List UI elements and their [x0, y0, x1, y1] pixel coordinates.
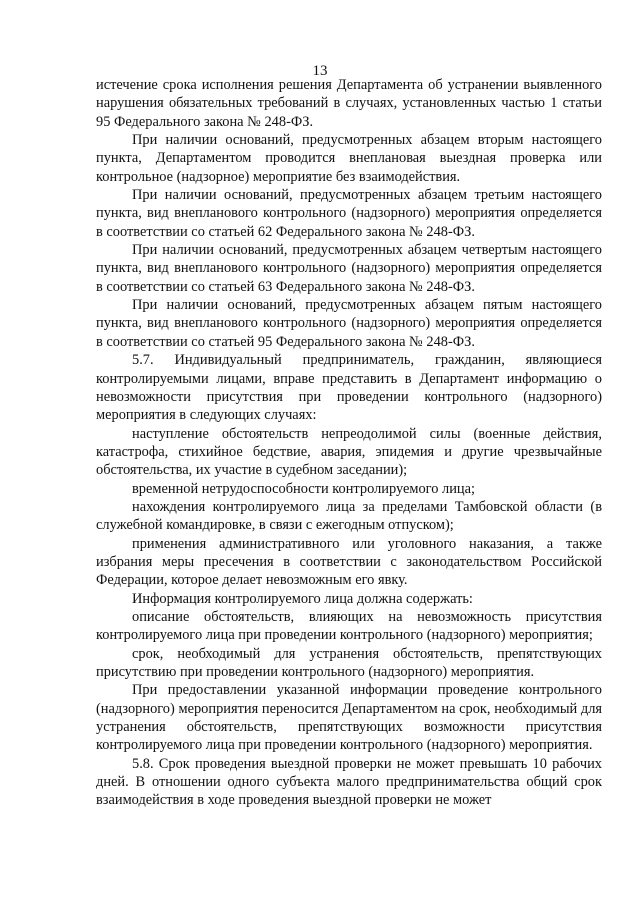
paragraph: описание обстоятельств, влияющих на невозможность присутствия контролируемого лица при проведении контрольного (надзорного) мероприятия;	[96, 608, 602, 644]
paragraph: 5.7. Индивидуальный предприниматель, гражданин, являющиеся контролируемыми лицами, вправе представить в Департамент информацию о невозможности присутствия при проведении контрольного (надзорного) мероприятия в следующих случаях:	[96, 352, 602, 424]
paragraph: При наличии оснований, предусмотренных абзацем пятым настоящего пункта, вид внепланового контрольного (надзорного) мероприятия определяется в соответствии со статьей 95 Федерального закона № 248-ФЗ.	[96, 297, 602, 350]
paragraph: истечение срока исполнения решения Департамента об устранении выявленного нарушения обязательных требований в случаях, установленных частью 1 статьи 95 Федерального закона № 248-ФЗ.	[96, 77, 602, 130]
page-number: 13	[312, 63, 328, 79]
paragraph: 5.8. Срок проведения выездной проверки не может превышать 10 рабочих дней. В отношении одного субъекта малого предпринимательства общий срок взаимодействия в ходе проведения выездной проверки не может	[96, 755, 602, 809]
paragraph: При наличии оснований, предусмотренных абзацем вторым настоящего пункта, Департаментом проводится внеплановая выездная проверка или контрольное (надзорное) мероприятие без взаимодействия.	[96, 132, 602, 185]
paragraph: При наличии оснований, предусмотренных абзацем четвертым настоящего пункта, вид внепланового контрольного (надзорного) мероприятия определяется в соответствии со статьей 63 Федерального закона № 248-ФЗ.	[96, 242, 602, 295]
paragraph: Информация контролируемого лица должна содержать:	[132, 590, 473, 607]
paragraph: применения административного или уголовного наказания, а также избрания меры пресечения в соответствии с законодательством Российской Федерации, которое делает невозможным его явку.	[96, 535, 602, 589]
paragraph: нахождения контролируемого лица за пределами Тамбовской области (в служебной командировке, в связи с ежегодным отпуском);	[96, 498, 602, 534]
paragraph: При предоставлении указанной информации проведение контрольного (надзорного) мероприятия переносится Департаментом на срок, необходимый для устранения обстоятельств, препятствующих возможности присутствия контролируемого лица при проведении контрольного (надзорного) мероприятия.	[96, 682, 602, 754]
paragraph: При наличии оснований, предусмотренных абзацем третьим настоящего пункта, вид внепланового контрольного (надзорного) мероприятия определяется в соответствии со статьей 62 Федерального закона № 248-ФЗ.	[96, 187, 602, 240]
document-body	[96, 76, 602, 810]
paragraph: временной нетрудоспособности контролируемого лица;	[132, 480, 475, 497]
paragraph: наступление обстоятельств непреодолимой силы (военные действия, катастрофа, стихийное бедствие, авария, эпидемия и другие чрезвычайные обстоятельства, их участие в судебном заседании);	[96, 425, 602, 479]
paragraph: срок, необходимый для устранения обстоятельств, препятствующих присутствию при проведении контрольного (надзорного) мероприятия.	[96, 645, 602, 680]
